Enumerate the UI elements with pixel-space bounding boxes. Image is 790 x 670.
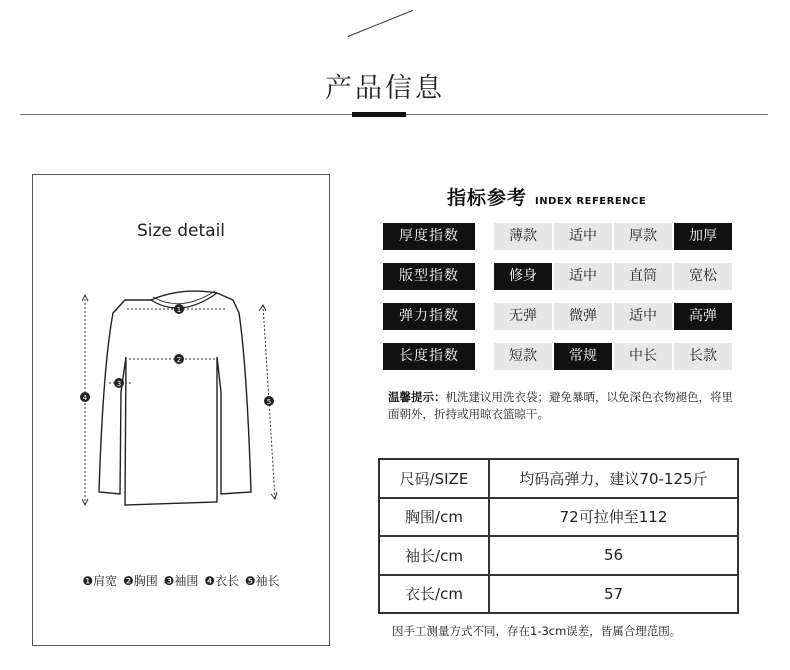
marker-5: 5: [266, 398, 272, 406]
marker-3: 3: [116, 380, 122, 388]
index-option: 厚款: [614, 223, 672, 250]
index-option: 直筒: [614, 263, 672, 290]
measurement-footnote: 因手工测量方式不同，存在1-3cm误差，皆属合理范围。: [392, 624, 682, 638]
page-title: 产品信息: [325, 73, 445, 104]
index-option: 长款: [674, 343, 732, 370]
table-cell: 袖长/cm: [379, 536, 489, 575]
long-sleeve-shirt-diagram: [82, 287, 283, 519]
index-option: 常规: [554, 343, 612, 370]
index-option: 微弹: [554, 303, 612, 330]
legend-length: ❹衣长: [204, 574, 239, 588]
table-row: [379, 459, 738, 498]
marker-1: 1: [176, 306, 182, 314]
table-cell: 衣长/cm: [379, 575, 489, 614]
table-row: [379, 536, 738, 575]
table-row: [379, 498, 738, 537]
index-reference-heading: [447, 183, 646, 210]
table-cell: 均码高弹力，建议70-125斤: [489, 459, 738, 498]
table-cell: 尺码/SIZE: [379, 459, 489, 498]
table-row: [379, 575, 738, 614]
index-row-label: 弹力指数: [383, 303, 475, 330]
legend-sleeve-length: ❺袖长: [244, 574, 280, 588]
care-note-label: 温馨提示：: [388, 390, 446, 404]
legend-shoulder: ❶肩宽: [82, 574, 118, 588]
size-legend: [33, 572, 329, 589]
legend-sleeve-circ: ❸袖围: [163, 574, 199, 588]
index-row-label: 厚度指数: [383, 223, 475, 250]
index-row-label: 长度指数: [383, 343, 475, 370]
index-option: 修身: [494, 263, 552, 290]
size-table: [378, 458, 739, 614]
marker-4: 4: [82, 394, 88, 402]
size-detail-title: Size detail: [136, 221, 226, 241]
legend-chest: ❷胸围: [123, 574, 158, 588]
index-option: 无弹: [494, 303, 552, 330]
index-option: 高弹: [674, 303, 732, 330]
index-option: 中长: [614, 343, 672, 370]
index-option: 宽松: [674, 263, 732, 290]
table-cell: 57: [489, 575, 738, 614]
index-title-cn: 指标参考: [447, 187, 528, 209]
index-title-en: INDEX REFERENCE: [535, 196, 647, 207]
table-cell: 56: [489, 536, 738, 575]
care-note: [388, 389, 738, 423]
table-cell: 72可拉伸至112: [489, 498, 738, 537]
index-option: 短款: [494, 343, 552, 370]
marker-2: 2: [176, 356, 182, 364]
index-option: 适中: [554, 263, 612, 290]
care-note-text: 机洗建议用洗衣袋；避免暴晒，以免深色衣物褪色，将里面朝外，折持或用晾衣篮晾干。: [388, 390, 733, 421]
index-option: 适中: [554, 223, 612, 250]
decorative-slash: [348, 10, 413, 37]
shirt-outline: [99, 291, 251, 505]
table-cell: 胸围/cm: [379, 498, 489, 537]
size-detail-panel: [32, 174, 330, 646]
index-option: 薄款: [494, 223, 552, 250]
index-row-label: 版型指数: [383, 263, 475, 290]
index-option: 适中: [614, 303, 672, 330]
header-accent-bar: [352, 112, 406, 117]
index-option: 加厚: [674, 223, 732, 250]
